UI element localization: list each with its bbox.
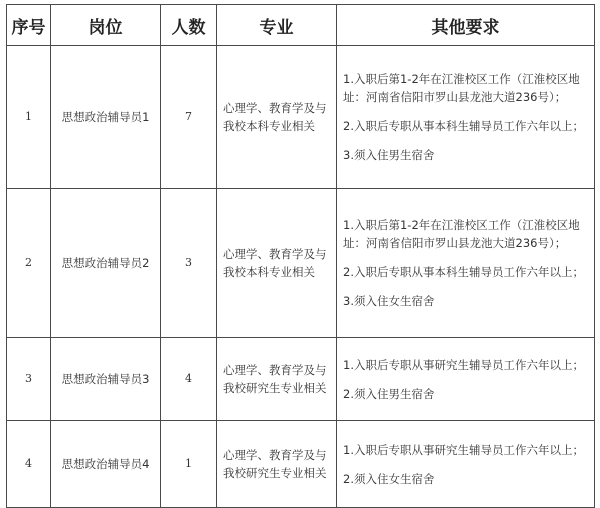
cell-major: 心理学、教育学及与我校本科专业相关 bbox=[217, 189, 337, 338]
header-count: 人数 bbox=[161, 5, 217, 46]
recruitment-table bbox=[6, 4, 595, 508]
requirement-item: 1.入职后专职从事研究生辅导员工作六年以上； bbox=[343, 357, 584, 372]
cell-position: 思想政治辅导员4 bbox=[51, 421, 161, 508]
cell-count: 3 bbox=[161, 189, 217, 338]
requirement-item: 2.须入住女生宿舍 bbox=[343, 471, 435, 486]
cell-requirements bbox=[337, 189, 595, 338]
requirement-item: 1.入职后专职从事研究生辅导员工作六年以上； bbox=[343, 442, 584, 457]
header-requirements: 其他要求 bbox=[337, 5, 595, 46]
requirement-item: 2.须入住男生宿舍 bbox=[343, 386, 435, 401]
requirement-item: 3.须入住男生宿舍 bbox=[343, 148, 435, 162]
cell-position: 思想政治辅导员2 bbox=[51, 189, 161, 338]
cell-major: 心理学、教育学及与我校本科专业相关 bbox=[217, 46, 337, 189]
table-row bbox=[7, 338, 595, 421]
cell-count: 7 bbox=[161, 46, 217, 189]
cell-requirements bbox=[337, 421, 595, 508]
header-position: 岗位 bbox=[51, 5, 161, 46]
cell-requirements bbox=[337, 46, 595, 189]
requirement-item: 3.须入住女生宿舍 bbox=[343, 294, 435, 308]
cell-seq: 3 bbox=[7, 338, 51, 421]
cell-position: 思想政治辅导员3 bbox=[51, 338, 161, 421]
table-row bbox=[7, 46, 595, 189]
cell-major: 心理学、教育学及与我校研究生专业相关 bbox=[217, 338, 337, 421]
table-row bbox=[7, 189, 595, 338]
requirement-item: 2.入职后专职从事本科生辅导员工作六年以上； bbox=[343, 119, 584, 133]
table-row bbox=[7, 421, 595, 508]
cell-requirements bbox=[337, 338, 595, 421]
cell-position: 思想政治辅导员1 bbox=[51, 46, 161, 189]
header-major: 专业 bbox=[217, 5, 337, 46]
cell-count: 1 bbox=[161, 421, 217, 508]
cell-count: 4 bbox=[161, 338, 217, 421]
header-row bbox=[7, 5, 595, 46]
cell-seq: 1 bbox=[7, 46, 51, 189]
requirement-item: 1.入职后第1-2年在江淮校区工作（江淮校区地址：河南省信阳市罗山县龙池大道236号）； bbox=[343, 72, 580, 104]
requirement-item: 2.入职后专职从事本科生辅导员工作六年以上； bbox=[343, 265, 584, 279]
requirement-item: 1.入职后第1-2年在江淮校区工作（江淮校区地址：河南省信阳市罗山县龙池大道236号）； bbox=[343, 218, 580, 250]
cell-seq: 4 bbox=[7, 421, 51, 508]
cell-major: 心理学、教育学及与我校研究生专业相关 bbox=[217, 421, 337, 508]
cell-seq: 2 bbox=[7, 189, 51, 338]
header-seq: 序号 bbox=[7, 5, 51, 46]
